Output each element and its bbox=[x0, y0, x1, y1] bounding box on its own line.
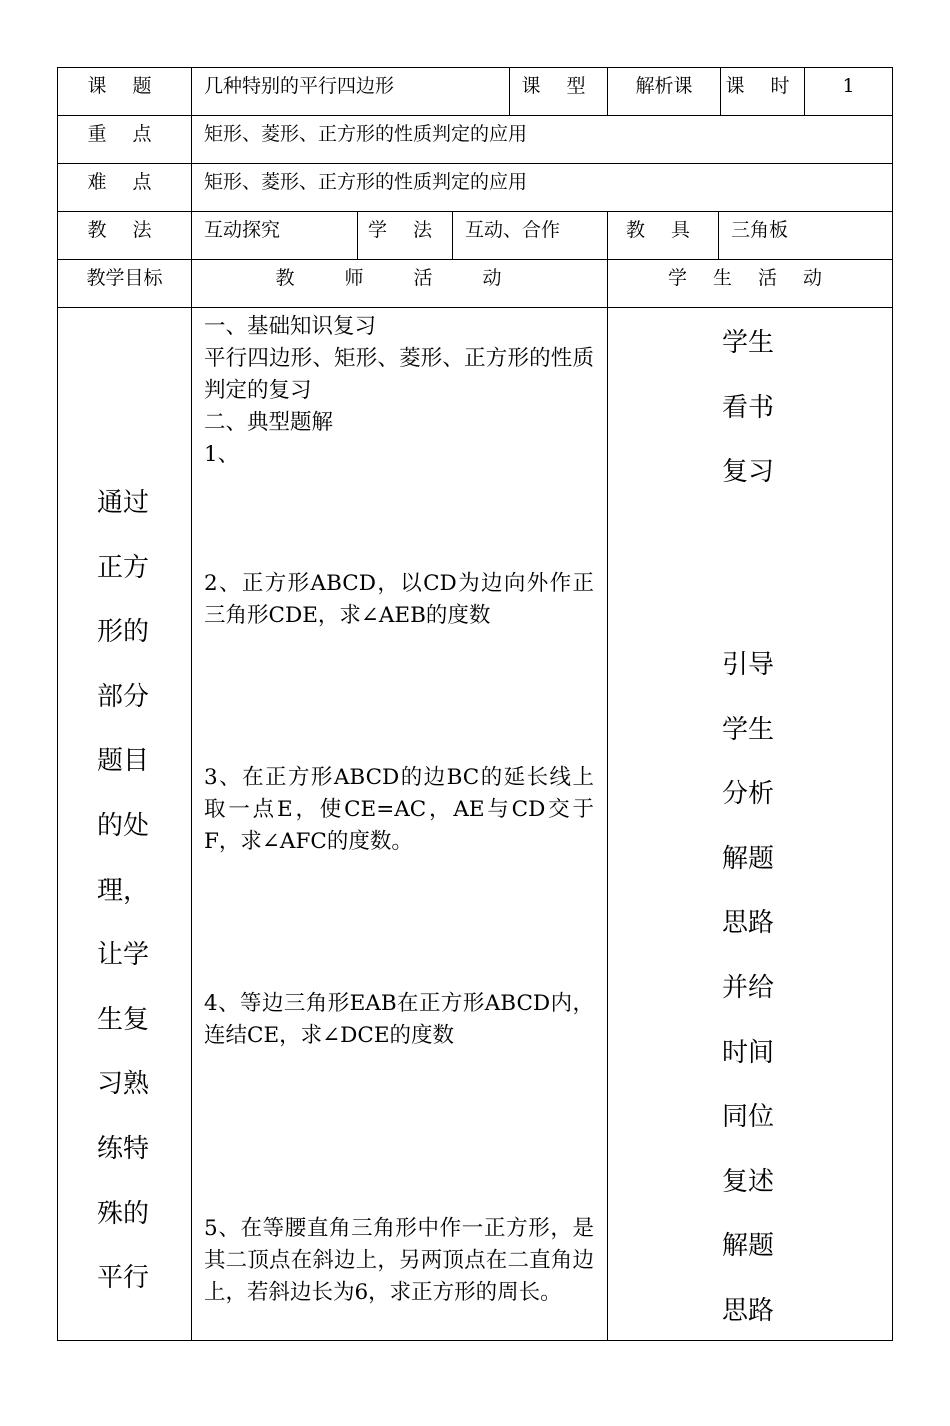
difficulty-value: 矩形、菱形、正方形的性质判定的应用 bbox=[204, 171, 528, 193]
goal-line: 形的 bbox=[97, 617, 150, 648]
table-rule bbox=[191, 67, 192, 1341]
review-section-title: 一、基础知识复习 bbox=[204, 314, 377, 339]
student-line: 解题 bbox=[722, 1231, 775, 1262]
student-line: 时间 bbox=[722, 1037, 775, 1068]
table-rule bbox=[892, 67, 893, 1341]
teacher-column-header: 教 师 活 动 bbox=[275, 267, 524, 289]
goal-line: 殊的 bbox=[97, 1198, 150, 1229]
table-rule bbox=[607, 211, 608, 1341]
goal-line: 正方 bbox=[97, 552, 150, 583]
student-line: 学生 bbox=[722, 328, 775, 358]
student-line: 同位 bbox=[722, 1102, 775, 1133]
question-4: 4、等边三角形EAB在正方形ABCD内，连结CE，求∠DCE的度数 bbox=[204, 991, 594, 1048]
teaching-tools-value: 三角板 bbox=[731, 219, 789, 241]
student-line: 引导 bbox=[722, 650, 775, 680]
student-line: 复习 bbox=[722, 457, 775, 488]
table-rule bbox=[57, 163, 893, 164]
difficulty-label: 难 点 bbox=[87, 171, 162, 193]
question-1: 1、 bbox=[204, 442, 240, 467]
study-method-value: 互动、合作 bbox=[465, 219, 561, 241]
goal-line: 题目 bbox=[97, 746, 150, 777]
question-5: 5、在等腰直角三角形中作一正方形，是其二顶点在斜边上，另两顶点在二直角边上，若斜边长为6，求正方形的周长。 bbox=[204, 1216, 594, 1305]
review-section-text: 平行四边形、矩形、菱形、正方形的性质判定的复习 bbox=[204, 346, 594, 403]
student-line: 学生 bbox=[722, 714, 775, 745]
goal-line: 部分 bbox=[97, 681, 150, 712]
study-method-label: 学 法 bbox=[367, 219, 443, 241]
table-rule bbox=[57, 115, 893, 116]
topic-value: 几种特别的平行四边形 bbox=[204, 75, 395, 97]
teaching-method-label: 教 法 bbox=[87, 219, 162, 241]
table-rule bbox=[57, 211, 893, 212]
question-2: 2、正方形ABCD，以CD为边向外作正三角形CDE，求∠AEB的度数 bbox=[204, 571, 594, 628]
topic-label: 课 题 bbox=[87, 75, 162, 97]
student-line: 并给 bbox=[722, 972, 775, 1003]
table-rule bbox=[57, 67, 893, 68]
key-point-value: 矩形、菱形、正方形的性质判定的应用 bbox=[204, 123, 528, 145]
type-value: 解析课 bbox=[635, 75, 693, 97]
goal-column-header: 教学目标 bbox=[86, 267, 163, 289]
question-3: 3、在正方形ABCD的边BC的延长线上取一点E，使CE=AC，AE与CD交于F，求∠AFC的度数。 bbox=[204, 765, 594, 854]
goal-line: 平行 bbox=[97, 1263, 150, 1294]
goal-line: 的处 bbox=[97, 810, 150, 841]
goal-line: 通过 bbox=[97, 488, 150, 518]
table-rule bbox=[57, 67, 58, 1341]
student-line: 复述 bbox=[722, 1166, 775, 1197]
key-point-label: 重 点 bbox=[87, 123, 162, 145]
goal-line: 练特 bbox=[97, 1133, 150, 1164]
goal-line: 理， bbox=[97, 875, 150, 906]
hours-label: 课 时 bbox=[725, 75, 800, 97]
goal-line: 习熟 bbox=[97, 1069, 150, 1100]
table-rule bbox=[452, 211, 453, 259]
table-rule bbox=[718, 211, 719, 259]
teaching-method-value: 互动探究 bbox=[204, 219, 281, 241]
hours-value: 1 bbox=[842, 75, 855, 97]
table-rule bbox=[57, 259, 893, 260]
student-line: 分析 bbox=[722, 779, 775, 810]
table-rule bbox=[57, 307, 893, 308]
goal-text bbox=[97, 471, 149, 1311]
student-line: 思路 bbox=[722, 1295, 775, 1326]
type-label: 课 型 bbox=[521, 75, 596, 97]
goal-line: 生复 bbox=[97, 1004, 150, 1035]
student-activity-analysis bbox=[722, 633, 774, 1344]
student-line: 思路 bbox=[722, 908, 775, 939]
student-activity-review bbox=[722, 311, 774, 505]
student-column-header: 学 生 活 动 bbox=[667, 267, 833, 289]
goal-line: 让学 bbox=[97, 940, 150, 971]
teaching-tools-label: 教 具 bbox=[625, 219, 701, 241]
student-line: 解题 bbox=[722, 843, 775, 874]
examples-section-title: 二、典型题解 bbox=[204, 410, 334, 435]
student-line: 看书 bbox=[722, 392, 775, 423]
